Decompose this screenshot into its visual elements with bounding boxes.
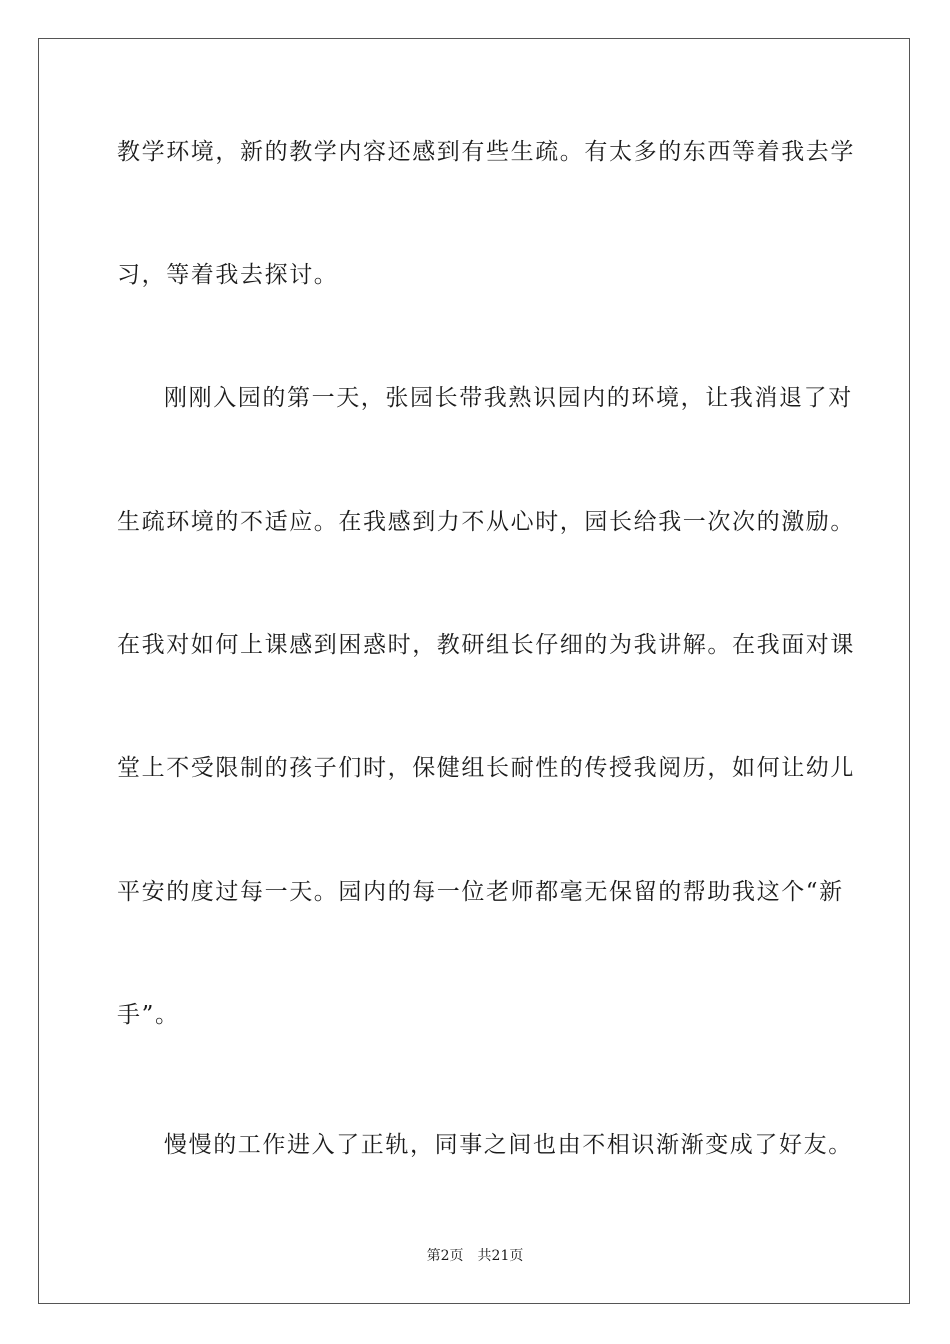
paragraph-line-7: 平安的度过每一天。园内的每一位老师都毫无保留的帮助我这个“新: [117, 879, 844, 905]
page-number: 第2页: [426, 1248, 464, 1264]
page-footer: [0, 1247, 950, 1265]
paragraph-line-2: 习，等着我去探讨。: [117, 262, 339, 288]
paragraph-line-9: 慢慢的工作进入了正轨，同事之间也由不相识渐渐变成了好友。: [164, 1132, 853, 1158]
page-border: [38, 38, 910, 1304]
page-total: 共21页: [477, 1248, 524, 1264]
paragraph-line-8: 手”。: [117, 1002, 180, 1028]
paragraph-line-5: 在我对如何上课感到困惑时，教研组长仔细的为我讲解。在我面对课: [117, 632, 855, 658]
paragraph-line-1: 教学环境，新的教学内容还感到有些生疏。有太多的东西等着我去学: [117, 139, 855, 165]
paragraph-line-3: 刚刚入园的第一天，张园长带我熟识园内的环境，让我消退了对: [164, 385, 853, 411]
paragraph-line-4: 生疏环境的不适应。在我感到力不从心时，园长给我一次次的激励。: [117, 509, 855, 535]
paragraph-line-6: 堂上不受限制的孩子们时，保健组长耐性的传授我阅历，如何让幼儿: [117, 755, 855, 781]
